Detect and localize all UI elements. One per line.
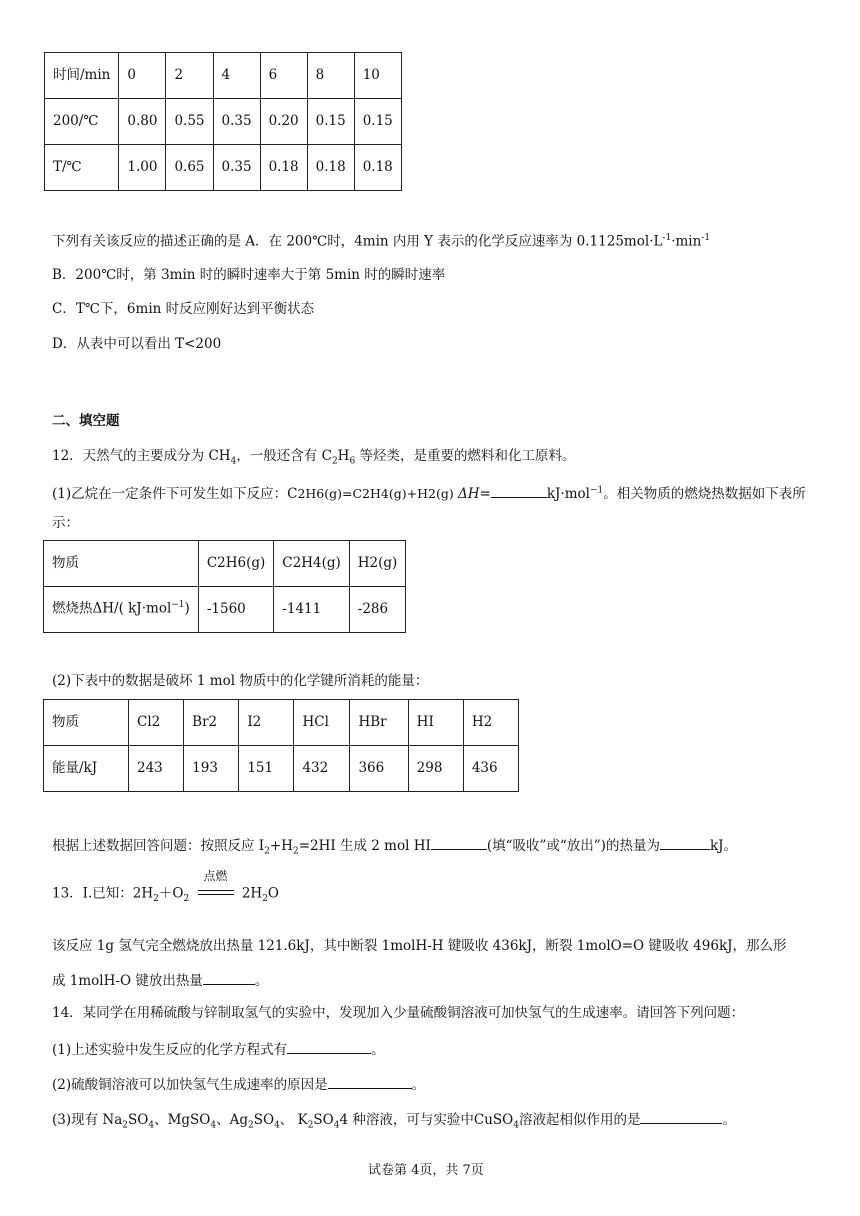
subscript: 4 [148,1120,155,1131]
subscript: 2 [153,894,159,905]
equals-line [198,890,234,891]
table-cell: 436 [463,746,518,792]
table-cell: 0.55 [166,99,213,145]
table-cell: 能量/kJ [44,746,129,792]
subscript: 2 [262,894,268,905]
table-cell: 0.35 [213,145,260,191]
table-cell: 298 [408,746,463,792]
answer-blank[interactable] [640,1109,722,1124]
q11-stem [52,233,710,251]
table-cell: -1411 [274,587,349,633]
subscript: 6 [349,456,356,467]
section-title: 二、填空题 [52,413,120,429]
q14-text: (3)现有 Na [52,1112,123,1128]
answer-blank[interactable] [287,1039,371,1054]
q12-text: =2HI 生成 2 mol HI [298,838,431,854]
q12-text: 根据上述数据回答问题：按照反应 I [52,838,265,854]
unit-sup: -1 [662,233,672,243]
table-cell: 0.80 [119,99,166,145]
q11-option-c: C．T℃下，6min 时反应刚好达到平衡状态 [52,301,315,317]
q14-part3 [52,1109,736,1132]
q14-text: (2)硫酸铜溶液可以加快氢气生成速率的原因是 [52,1077,328,1093]
subscript: 4 [513,1120,519,1131]
table-cell: 物质 [44,700,129,746]
table-cell: Br2 [184,700,239,746]
subscript: 4 [230,456,237,467]
table-cell [44,587,199,633]
table-cell: C2H6(g) [198,541,273,587]
table-cell: Cl2 [129,700,184,746]
table-cell: HCl [294,700,350,746]
table-cell: -1560 [198,587,273,633]
q11-option-d: D．从表中可以看出 T<200 [52,336,222,352]
table-cell: H2(g) [349,541,406,587]
q13-text: ＋O [158,885,184,902]
table-cell: H2 [463,700,518,746]
table-cell: 151 [239,746,294,792]
table-cell: 4 [213,53,260,99]
subscript: 2 [122,1120,129,1131]
q13-line1: 该反应 1g 氢气完全燃烧放出热量 121.6kJ，其中断裂 1molH-H 键吸收 436kJ，断裂 1molO=O 键吸收 496kJ，那么形 [52,938,787,954]
unit-sup: -1 [701,233,711,243]
q14-text: 溶液起相似作用的是 [518,1112,641,1128]
q14-text: 4 种溶液，可与实验中 [339,1112,474,1128]
reaction-equation: 2H6(g)=C2H4(g)+H2(g) [297,486,454,501]
answer-blank[interactable] [203,970,255,985]
bond-energy-table [43,699,519,792]
q12-part2: (2)下表中的数据是破坏 1 mol 物质中的化学键所消耗的能量： [52,673,429,689]
unit-text: ·min [671,233,702,250]
q12-text: +H [269,838,293,854]
table-cell: 193 [184,746,239,792]
q13-line2 [52,970,268,991]
q12-part3 [52,835,737,858]
q12-text: ，一般还含有 C [236,448,332,464]
q14-text: SO [128,1112,149,1128]
q12-part1 [52,483,806,504]
table-cell: HI [408,700,463,746]
q13-text: 成 1molH-O 键放出热量 [52,973,203,989]
rate-table [44,52,402,191]
q12-text: kJ·mol [546,486,590,502]
subscript: 2 [183,894,190,905]
answer-blank[interactable] [491,483,547,498]
q12-text: = [479,486,491,502]
table-cell: 0.18 [260,145,307,191]
table-cell: 243 [129,746,184,792]
q14-text: 、MgSO [154,1112,211,1128]
subscript: 4 [333,1120,340,1131]
table-cell: 0.18 [307,145,354,191]
q12-text: 12．天然气的主要成分为 CH [52,448,231,464]
q12-text: (1)乙烷在一定条件下可发生如下反应：C [52,486,298,502]
table-cell: 366 [350,746,408,792]
q13-text: O [267,885,279,902]
subscript: 2 [307,1120,314,1131]
q12-text: 。相关物质的燃烧热数据如下表所 [603,486,806,502]
table-cell: I2 [239,700,294,746]
q12-text: kJ。 [709,838,738,854]
table-cell: 2 [166,53,213,99]
table-cell: 时间/min [45,53,119,99]
subscript: 4 [210,1120,217,1131]
table-cell: -286 [349,587,406,633]
q13-text: 2H [241,885,263,902]
q14-text: SO [253,1112,275,1128]
q13-text: 。 [254,973,269,989]
q14-part1 [52,1039,385,1060]
answer-blank[interactable] [660,835,710,850]
q14-text: 、 K [279,1112,308,1128]
subscript: 4 [274,1120,280,1131]
unit-sup: −1 [171,600,185,611]
table-cell: 8 [307,53,354,99]
q14-text: (1)上述实验中发生反应的化学方程式有 [52,1042,288,1058]
q11-stem-text: 下列有关该反应的描述正确的是 A．在 200℃时，4min 内用 Y 表示的化学反应速率为 0.1125mol·L [52,233,663,250]
table-cell: 200/℃ [45,99,119,145]
table-cell: HBr [350,700,408,746]
table-cell: 6 [260,53,307,99]
q12-part1-cont: 示： [52,515,79,531]
q12-intro [52,448,575,468]
combustion-table [43,540,406,633]
table-cell: 0.20 [260,99,307,145]
table-cell: C2H4(g) [274,541,349,587]
table-cell: 1.00 [119,145,166,191]
subscript: 2 [248,1120,254,1131]
q14-text: CuSO [473,1112,514,1128]
subscript: 2 [292,846,299,857]
q14-text: 。 [411,1077,426,1093]
q14-text: SO [313,1112,334,1128]
table-cell: 0.15 [307,99,354,145]
table-cell: 0 [119,53,166,99]
q12-text: (填“吸收”或“放出”)的热量为 [486,838,660,854]
table-cell: T/℃ [45,145,119,191]
q12-text: H [337,448,350,464]
q14-text: 。 [371,1042,385,1058]
row-label-end: ) [184,600,190,617]
q11-option-b: B．200℃时，第 3min 时的瞬时速率大于第 5min 时的瞬时速率 [52,267,446,283]
q14-text: 、Ag [216,1112,248,1128]
q13-text: 13．Ⅰ.已知：2H [52,885,154,902]
subscript: 2 [264,846,270,857]
q14-intro: 14．某同学在用稀硫酸与锌制取氢气的实验中，发现加入少量硫酸铜溶液可加快氢气的生成速率。请回答下列问题： [52,1005,745,1021]
subscript: 2 [331,456,338,467]
table-cell: 物质 [44,541,199,587]
table-cell: 0.18 [354,145,401,191]
table-cell: 10 [354,53,401,99]
delta-h: ΔH [458,486,480,502]
reaction-condition-arrow [196,869,236,903]
equals-line [198,894,234,895]
q14-part2 [52,1074,425,1095]
table-cell: 0.15 [354,99,401,145]
page-footer: 试卷第 4页，共 7页 [368,1163,484,1178]
row-label: 燃烧热ΔH/( kJ·mol [52,600,172,617]
q12-text: 等烃类，是重要的燃料和化工原料。 [355,448,576,464]
table-cell: 0.65 [166,145,213,191]
condition-label: 点燃 [203,869,228,883]
answer-blank[interactable] [328,1074,412,1089]
table-cell: 432 [294,746,350,792]
answer-blank[interactable] [431,835,487,850]
q13-equation [52,869,279,906]
unit-sup: −1 [589,485,604,496]
table-cell: 0.35 [213,99,260,145]
q14-text: 。 [722,1112,736,1128]
